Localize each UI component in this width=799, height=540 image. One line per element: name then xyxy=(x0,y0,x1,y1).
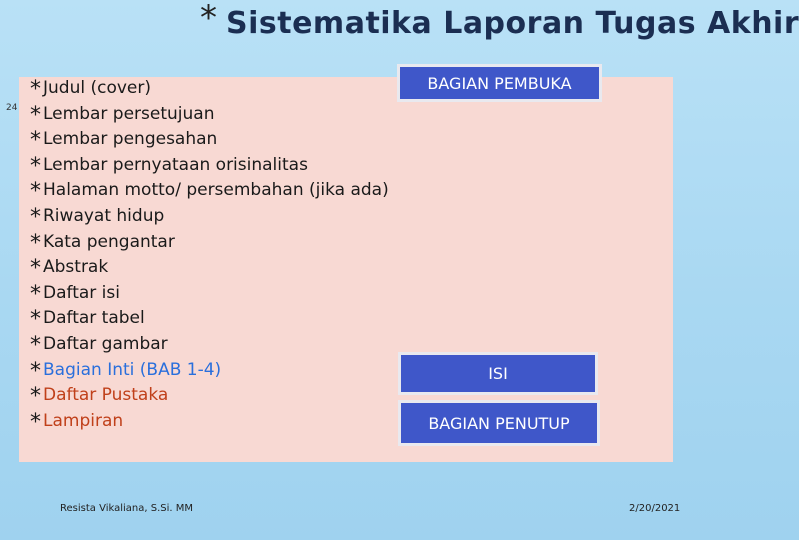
list-item-text: Lembar pengesahan xyxy=(43,129,218,150)
bullet-star: * xyxy=(30,307,41,333)
slide-number: 24 xyxy=(6,103,18,113)
bullet-star: * xyxy=(30,256,41,282)
section-list xyxy=(30,74,389,435)
list-item-text: Abstrak xyxy=(43,257,109,278)
bullet-star: * xyxy=(30,153,41,179)
list-item xyxy=(30,381,389,410)
list-item xyxy=(30,407,389,433)
list-item xyxy=(30,151,389,177)
list-item-text: Daftar isi xyxy=(43,282,120,303)
bullet-star: * xyxy=(30,77,41,102)
footer-date: 2/20/2021 xyxy=(629,503,681,514)
list-item-text: Lembar pernyataan orisinalitas xyxy=(43,154,308,175)
list-item xyxy=(30,100,389,126)
list-item xyxy=(30,125,389,154)
list-item xyxy=(30,253,389,282)
title-bullet: * xyxy=(200,0,217,38)
list-item xyxy=(30,330,389,356)
list-item xyxy=(30,279,389,305)
footer-author: Resista Vikaliana, S.Si. MM xyxy=(60,503,193,514)
list-item xyxy=(30,356,389,382)
bagian-pembuka-box: BAGIAN PEMBUKA xyxy=(397,64,602,102)
bullet-star: * xyxy=(30,128,41,154)
list-item-text: Lampiran xyxy=(43,410,124,431)
bullet-star: * xyxy=(30,179,41,205)
isi-box: ISI xyxy=(398,352,598,395)
list-item-text: Bagian Inti (BAB 1-4) xyxy=(43,359,222,380)
list-item xyxy=(30,202,389,228)
list-item xyxy=(30,228,389,254)
list-item-text: Riwayat hidup xyxy=(43,205,165,226)
list-item xyxy=(30,74,389,100)
bagian-penutup-box: BAGIAN PENUTUP xyxy=(398,400,600,446)
list-item xyxy=(30,304,389,333)
bullet-star: * xyxy=(30,358,41,384)
bullet-star: * xyxy=(30,409,41,435)
bullet-star: * xyxy=(30,204,41,230)
list-item-text: Daftar tabel xyxy=(43,308,145,329)
list-item-text: Daftar Pustaka xyxy=(43,385,169,406)
bullet-star: * xyxy=(30,230,41,256)
list-item-text: Halaman motto/ persembahan (jika ada) xyxy=(43,180,389,201)
bullet-star: * xyxy=(30,281,41,307)
bullet-star: * xyxy=(30,384,41,410)
bullet-star: * xyxy=(30,102,41,128)
bullet-star: * xyxy=(30,332,41,358)
list-item xyxy=(30,176,389,205)
list-item-text: Judul (cover) xyxy=(43,78,152,98)
list-item-text: Lembar persetujuan xyxy=(43,103,215,124)
page-title: Sistematika Laporan Tugas Akhir xyxy=(226,6,799,41)
list-item-text: Daftar gambar xyxy=(43,333,168,354)
list-item-text: Kata pengantar xyxy=(43,231,175,252)
